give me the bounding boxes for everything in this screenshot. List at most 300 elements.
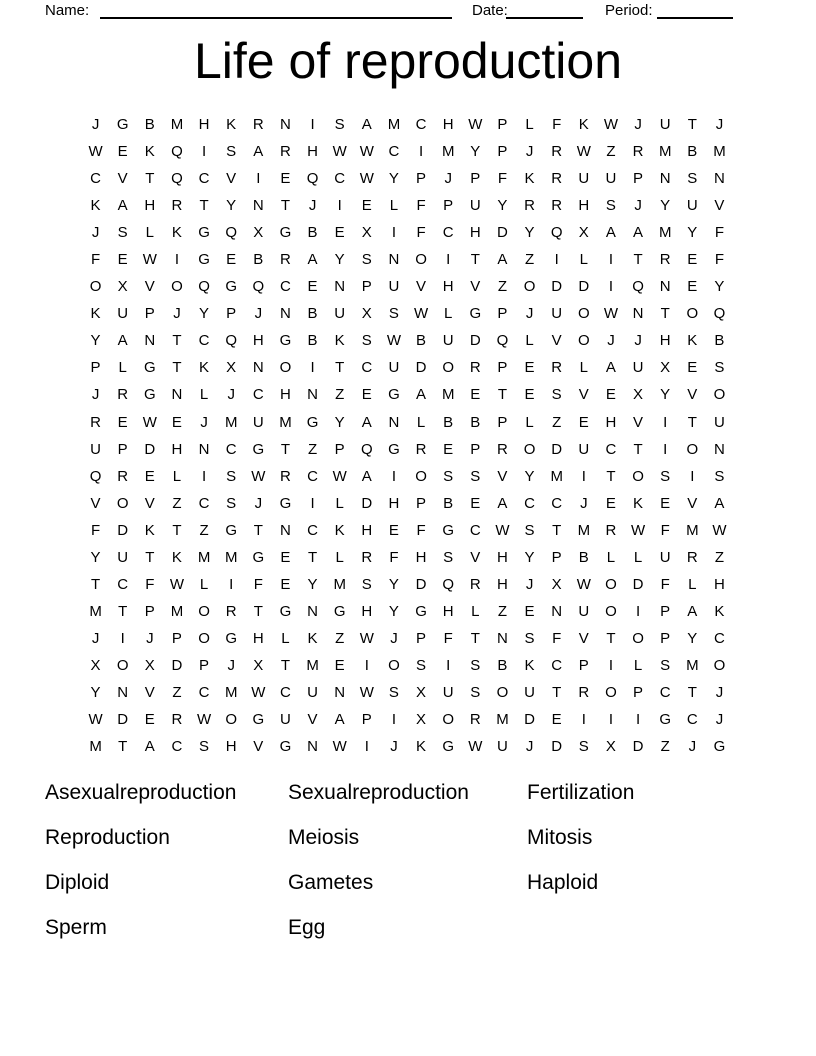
grid-letter: H: [415, 548, 427, 566]
grid-letter: S: [714, 467, 725, 485]
grid-letter: W: [251, 684, 266, 701]
grid-letter: W: [332, 467, 347, 485]
grid-letter: T: [335, 359, 345, 377]
grid-letter: J: [146, 629, 154, 647]
grid-letter: G: [279, 494, 292, 512]
grid-letter: N: [307, 602, 318, 620]
grid-letter: S: [524, 521, 535, 539]
grid-letter: O: [713, 656, 726, 674]
grid-letter: Y: [307, 575, 318, 593]
grid-letter: W: [359, 143, 374, 161]
grid-letter: R: [551, 143, 563, 161]
grid-letter: C: [117, 575, 129, 593]
grid-letter: E: [117, 413, 128, 431]
grid-letter: Q: [442, 575, 455, 593]
grid-letter: N: [334, 684, 346, 701]
grid-letter: A: [633, 224, 644, 242]
grid-letter: D: [117, 521, 129, 539]
grid-letter: F: [497, 170, 508, 188]
grid-letter: T: [172, 359, 182, 377]
grid-letter: T: [145, 170, 155, 188]
grid-letter: K: [90, 305, 101, 323]
grid-letter: M: [170, 116, 184, 134]
grid-letter: A: [117, 332, 128, 350]
grid-letter: A: [253, 143, 264, 161]
grid-letter: T: [280, 656, 291, 674]
grid-letter: V: [633, 413, 644, 431]
grid-letter: R: [415, 440, 427, 458]
grid-letter: T: [552, 521, 562, 539]
grid-letter: A: [497, 251, 508, 269]
word-bank-item: Meiosis: [288, 825, 360, 849]
grid-letter: Y: [714, 278, 725, 296]
grid-letter: G: [225, 629, 238, 647]
grid-letter: D: [171, 656, 183, 674]
grid-letter: T: [633, 440, 643, 458]
grid-letter: J: [227, 386, 235, 404]
grid-letter: S: [470, 684, 481, 701]
grid-letter: J: [444, 170, 452, 188]
grid-letter: J: [390, 629, 398, 647]
grid-letter: C: [659, 684, 671, 701]
grid-letter: R: [171, 197, 183, 215]
grid-letter: Y: [524, 467, 535, 485]
grid-letter: I: [391, 711, 397, 729]
grid-letter: Q: [171, 170, 183, 188]
grid-letter: Y: [388, 602, 399, 620]
grid-letter: O: [442, 359, 455, 377]
grid-letter: J: [91, 629, 100, 647]
grid-letter: G: [388, 386, 400, 404]
grid-letter: C: [415, 116, 427, 134]
grid-letter: D: [469, 332, 481, 350]
grid-letter: J: [580, 494, 588, 512]
grid-letter: J: [688, 738, 697, 756]
grid-letter: E: [280, 170, 291, 188]
grid-letter: P: [144, 602, 155, 620]
grid-letter: E: [687, 359, 698, 377]
grid-letter: H: [225, 738, 237, 756]
grid-letter: H: [388, 494, 400, 512]
grid-letter: N: [388, 251, 400, 269]
grid-letter: E: [144, 711, 155, 729]
date-blank-line: [506, 0, 583, 19]
grid-letter: T: [280, 197, 291, 215]
grid-letter: D: [415, 359, 427, 377]
grid-letter: N: [117, 684, 129, 701]
grid-letter: V: [307, 711, 318, 729]
grid-letter: B: [497, 656, 508, 674]
grid-letter: L: [199, 386, 209, 404]
grid-letter: Q: [198, 278, 210, 296]
period-label: Period:: [605, 2, 653, 19]
grid-letter: J: [200, 413, 208, 431]
grid-letter: W: [468, 738, 483, 756]
grid-letter: R: [469, 711, 481, 729]
word-bank-item: Asexualreproduction: [45, 780, 237, 804]
grid-letter: G: [198, 251, 210, 269]
grid-letter: P: [578, 656, 589, 674]
grid-letter: I: [690, 467, 695, 485]
grid-letter: A: [307, 251, 318, 269]
grid-letter: D: [551, 440, 563, 458]
grid-letter: N: [659, 278, 671, 296]
grid-letter: C: [198, 494, 210, 512]
grid-letter: J: [254, 305, 263, 323]
grid-letter: S: [226, 143, 237, 161]
grid-letter: C: [307, 467, 318, 485]
grid-letter: R: [578, 684, 590, 701]
grid-letter: F: [416, 224, 426, 242]
grid-letter: T: [199, 197, 209, 215]
grid-letter: U: [686, 197, 698, 215]
grid-letter: S: [524, 629, 535, 647]
grid-letter: G: [415, 602, 427, 620]
grid-letter: P: [633, 684, 644, 701]
grid-letter: P: [226, 305, 237, 323]
grid-letter: S: [470, 467, 481, 485]
grid-letter: C: [198, 170, 210, 188]
grid-letter: F: [552, 629, 562, 647]
grid-letter: Y: [524, 224, 535, 242]
grid-letter: O: [171, 278, 183, 296]
grid-letter: U: [90, 440, 101, 458]
grid-letter: Q: [252, 278, 265, 296]
grid-letter: Q: [225, 332, 238, 350]
grid-letter: T: [172, 332, 182, 350]
grid-letter: P: [443, 197, 454, 215]
grid-letter: U: [632, 359, 644, 377]
grid-letter: K: [90, 197, 101, 215]
grid-letter: I: [608, 656, 614, 674]
grid-letter: A: [334, 711, 345, 729]
grid-letter: L: [525, 413, 534, 431]
grid-letter: Y: [226, 197, 237, 215]
grid-letter: W: [712, 521, 727, 539]
grid-letter: C: [198, 332, 210, 350]
grid-letter: W: [603, 116, 619, 134]
grid-letter: O: [442, 711, 455, 729]
grid-letter: W: [142, 413, 157, 431]
grid-letter: Z: [524, 251, 535, 269]
grid-letter: S: [687, 170, 698, 188]
grid-letter: J: [308, 197, 317, 215]
grid-letter: Z: [714, 548, 725, 566]
grid-letter: N: [497, 629, 508, 647]
grid-letter: F: [416, 197, 426, 215]
grid-letter: T: [606, 467, 616, 485]
grid-letter: J: [607, 332, 615, 350]
grid-letter: C: [307, 521, 318, 539]
grid-letter: V: [226, 170, 237, 188]
grid-letter: Q: [496, 332, 509, 350]
grid-letter: P: [660, 602, 671, 620]
grid-letter: T: [118, 602, 128, 620]
grid-letter: J: [390, 738, 398, 756]
grid-letter: P: [633, 170, 644, 188]
grid-letter: E: [687, 251, 698, 269]
grid-letter: V: [687, 386, 698, 404]
grid-letter: C: [280, 278, 291, 296]
grid-letter: Q: [225, 224, 238, 242]
grid-letter: H: [361, 602, 373, 620]
grid-letter: I: [608, 278, 614, 296]
grid-letter: U: [117, 548, 129, 566]
grid-letter: C: [442, 224, 454, 242]
grid-letter: C: [551, 656, 563, 674]
grid-letter: Q: [171, 143, 183, 161]
grid-letter: S: [388, 684, 399, 701]
grid-letter: H: [442, 278, 454, 296]
grid-letter: A: [687, 602, 698, 620]
grid-letter: U: [714, 413, 725, 431]
grid-letter: O: [279, 359, 292, 377]
grid-letter: Q: [632, 278, 644, 296]
grid-letter: U: [551, 305, 563, 323]
grid-letter: P: [660, 629, 671, 647]
grid-letter: O: [523, 440, 536, 458]
grid-letter: Y: [388, 170, 399, 188]
grid-letter: M: [686, 656, 699, 674]
grid-letter: D: [497, 224, 508, 242]
grid-letter: H: [361, 521, 373, 539]
grid-letter: A: [605, 224, 616, 242]
grid-letter: I: [310, 494, 315, 512]
grid-letter: E: [470, 494, 481, 512]
grid-letter: V: [578, 386, 589, 404]
grid-letter: J: [227, 656, 235, 674]
grid-letter: X: [605, 738, 616, 756]
grid-letter: B: [443, 413, 454, 431]
grid-letter: S: [226, 467, 237, 485]
grid-letter: U: [605, 170, 617, 188]
name-label: Name:: [45, 2, 90, 19]
grid-letter: U: [659, 116, 671, 134]
grid-letter: X: [226, 359, 237, 377]
word-bank-item: Haploid: [527, 870, 599, 894]
grid-letter: M: [89, 602, 102, 620]
grid-letter: J: [91, 116, 100, 134]
grid-letter: E: [443, 440, 454, 458]
grid-letter: X: [361, 305, 372, 323]
grid-letter: Q: [713, 305, 726, 323]
grid-letter: S: [714, 359, 725, 377]
grid-letter: S: [361, 251, 372, 269]
grid-letter: C: [334, 170, 346, 188]
grid-letter: P: [416, 494, 427, 512]
grid-letter: E: [551, 711, 562, 729]
grid-letter: F: [443, 629, 453, 647]
grid-letter: L: [118, 359, 127, 377]
grid-letter: D: [632, 575, 644, 593]
grid-letter: U: [252, 413, 264, 431]
grid-letter: U: [388, 278, 400, 296]
grid-letter: J: [715, 711, 724, 729]
grid-letter: L: [579, 359, 588, 377]
grid-letter: S: [578, 738, 589, 756]
grid-letter: C: [90, 170, 101, 188]
grid-letter: S: [199, 738, 210, 756]
grid-letter: R: [90, 413, 101, 431]
grid-letter: M: [441, 386, 455, 404]
grid-letter: T: [687, 684, 697, 701]
grid-letter: H: [714, 575, 725, 593]
grid-letter: R: [497, 440, 508, 458]
grid-letter: I: [446, 251, 451, 269]
grid-letter: Y: [470, 143, 481, 161]
grid-letter: K: [524, 656, 535, 674]
grid-letter: P: [199, 656, 210, 674]
grid-letter: F: [389, 548, 399, 566]
grid-letter: G: [279, 738, 292, 756]
grid-letter: O: [632, 467, 644, 485]
grid-letter: K: [524, 170, 535, 188]
grid-letter: R: [361, 548, 373, 566]
grid-letter: N: [144, 332, 156, 350]
grid-letter: J: [525, 738, 534, 756]
grid-letter: R: [225, 602, 237, 620]
grid-letter: S: [660, 467, 671, 485]
grid-letter: V: [144, 684, 155, 701]
grid-letter: G: [225, 521, 238, 539]
grid-letter: W: [142, 251, 157, 269]
grid-letter: P: [90, 359, 101, 377]
grid-letter: T: [172, 521, 182, 539]
grid-letter: F: [552, 116, 562, 134]
grid-letter: Q: [550, 224, 563, 242]
grid-letter: S: [117, 224, 128, 242]
grid-letter: V: [416, 278, 427, 296]
grid-letter: O: [388, 656, 400, 674]
grid-letter: V: [687, 494, 698, 512]
grid-letter: P: [416, 170, 427, 188]
grid-letter: S: [416, 656, 427, 674]
grid-letter: M: [496, 711, 509, 729]
grid-letter: G: [252, 440, 265, 458]
grid-letter: I: [663, 440, 668, 458]
grid-letter: G: [469, 305, 482, 323]
grid-letter: F: [416, 521, 426, 539]
grid-letter: K: [633, 494, 644, 512]
grid-letter: L: [172, 467, 182, 485]
grid-letter: B: [307, 224, 318, 242]
grid-letter: T: [660, 305, 670, 323]
grid-letter: P: [497, 413, 508, 431]
grid-letter: H: [659, 332, 671, 350]
grid-letter: M: [333, 575, 346, 593]
word-bank-item: Diploid: [45, 870, 110, 894]
grid-letter: F: [714, 251, 725, 269]
grid-letter: K: [687, 332, 698, 350]
grid-letter: T: [687, 116, 697, 134]
grid-letter: U: [497, 738, 508, 756]
grid-letter: U: [578, 440, 590, 458]
grid-letter: T: [552, 684, 562, 701]
grid-letter: N: [551, 602, 563, 620]
grid-letter: H: [469, 224, 481, 242]
grid-letter: L: [199, 575, 209, 593]
grid-letter: U: [442, 332, 454, 350]
grid-letter: Y: [660, 386, 671, 404]
grid-letter: E: [226, 251, 237, 269]
grid-letter: R: [280, 467, 291, 485]
grid-letter: H: [605, 413, 617, 431]
grid-letter: P: [497, 359, 508, 377]
grid-letter: K: [714, 602, 725, 620]
grid-letter: N: [307, 386, 318, 404]
grid-letter: N: [632, 305, 644, 323]
grid-letter: G: [659, 711, 672, 729]
grid-letter: U: [388, 359, 400, 377]
grid-letter: E: [605, 386, 616, 404]
grid-letter: I: [120, 629, 125, 647]
grid-letter: J: [634, 116, 642, 134]
grid-letter: G: [225, 278, 238, 296]
grid-letter: H: [280, 386, 291, 404]
grid-letter: W: [413, 305, 429, 323]
grid-letter: M: [387, 116, 401, 134]
grid-letter: M: [658, 224, 672, 242]
grid-letter: W: [359, 170, 374, 188]
grid-letter: D: [144, 440, 156, 458]
grid-letter: M: [658, 143, 672, 161]
grid-letter: A: [497, 494, 508, 512]
grid-letter: P: [470, 170, 481, 188]
grid-letter: E: [334, 656, 345, 674]
grid-letter: P: [497, 143, 508, 161]
grid-letter: F: [714, 224, 725, 242]
grid-letter: M: [686, 521, 699, 539]
grid-letter: G: [252, 711, 265, 729]
grid-letter: W: [88, 711, 103, 729]
grid-letter: V: [714, 197, 725, 215]
grid-letter: K: [334, 521, 345, 539]
grid-letter: M: [441, 143, 455, 161]
grid-letter: I: [310, 116, 315, 134]
grid-letter: W: [468, 116, 483, 134]
grid-letter: T: [280, 440, 291, 458]
grid-letter: N: [280, 305, 291, 323]
grid-letter: X: [117, 278, 128, 296]
grid-letter: E: [578, 413, 589, 431]
grid-letter: O: [116, 656, 129, 674]
grid-letter: E: [524, 602, 535, 620]
grid-letter: U: [469, 197, 481, 215]
grid-letter: B: [470, 413, 481, 431]
grid-letter: G: [116, 116, 129, 134]
grid-letter: T: [253, 521, 263, 539]
word-bank-item: Sperm: [45, 915, 107, 939]
grid-letter: N: [714, 170, 725, 188]
grid-letter: V: [551, 332, 562, 350]
grid-letter: L: [335, 494, 344, 512]
grid-letter: Y: [687, 224, 698, 242]
grid-letter: O: [116, 494, 129, 512]
grid-letter: L: [633, 656, 643, 674]
grid-letter: F: [145, 575, 155, 593]
grid-letter: G: [442, 521, 455, 539]
grid-letter: V: [253, 738, 264, 756]
grid-letter: U: [659, 548, 671, 566]
grid-letter: J: [525, 305, 534, 323]
grid-letter: C: [388, 143, 400, 161]
grid-letter: N: [659, 170, 671, 188]
grid-letter: R: [551, 170, 563, 188]
grid-letter: E: [307, 278, 318, 296]
grid-letter: N: [307, 738, 318, 756]
grid-letter: W: [196, 711, 212, 729]
grid-letter: Z: [199, 521, 209, 539]
